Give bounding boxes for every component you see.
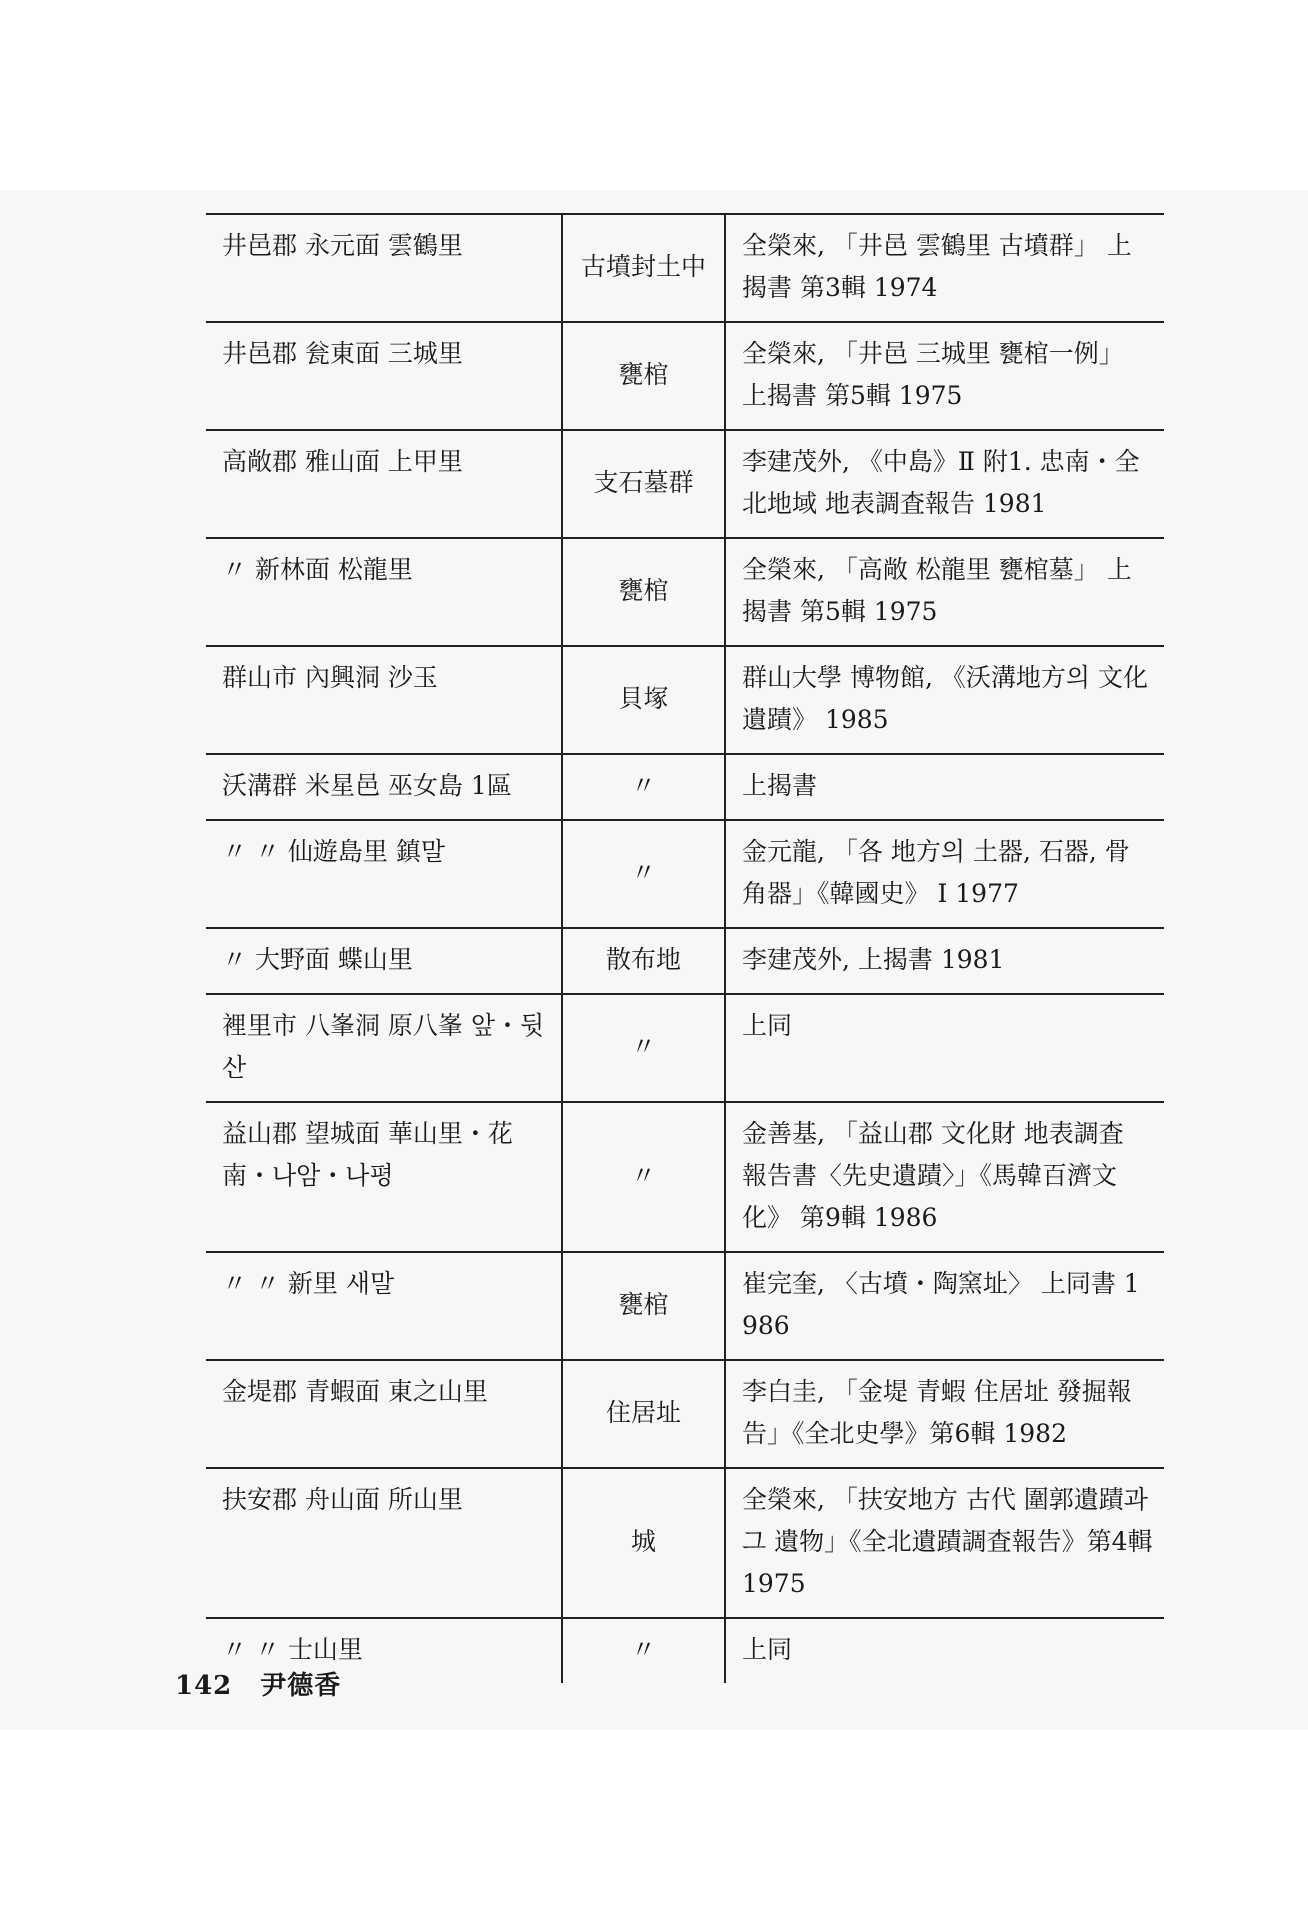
location-cell: 〃 新林面 松龍里 (222, 555, 413, 584)
site-type-cell: 〃 (562, 754, 725, 820)
reference-cell: 上同 (742, 1635, 793, 1664)
site-type-cell: 〃 (562, 1102, 725, 1252)
page-number: 142 (175, 1671, 233, 1701)
site-type-cell: 〃 (562, 994, 725, 1102)
site-type-cell: 支石墓群 (562, 430, 725, 538)
location-cell: 裡里市 八峯洞 原八峯 앞・뒷산 (222, 1011, 545, 1082)
page-footer (175, 1665, 341, 1702)
reference-cell: 全榮來, 「井邑 三城里 甕棺一例」 上揭書 第5輯 1975 (742, 339, 1124, 410)
table-row (206, 1618, 1164, 1683)
location-cell: 金堤郡 青蝦面 東之山里 (222, 1377, 488, 1406)
site-type-cell: 古墳封土中 (562, 215, 725, 322)
location-cell: 沃溝群 米星邑 巫女島 1區 (222, 771, 512, 800)
reference-cell: 李建茂外, 《中島》Ⅱ 附1. 忠南・全北地域 地表調査報告 1981 (742, 447, 1140, 518)
reference-cell: 李建茂外, 上揭書 1981 (742, 945, 1005, 974)
table-row (206, 430, 1164, 538)
table-row (206, 1468, 1164, 1618)
site-type-cell: 貝塚 (562, 646, 725, 754)
location-cell: 扶安郡 舟山面 所山里 (222, 1485, 463, 1514)
table-row (206, 1102, 1164, 1252)
reference-cell: 上揭書 (742, 771, 818, 800)
location-cell: 〃 〃 士山里 (222, 1635, 363, 1664)
location-cell: 井邑郡 瓮東面 三城里 (222, 339, 463, 368)
reference-cell: 崔完奎, 〈古墳・陶窯址〉 上同書 1986 (742, 1269, 1140, 1340)
sites-table-body (206, 215, 1164, 1683)
site-type-cell: 〃 (562, 1618, 725, 1683)
table-row (206, 994, 1164, 1102)
table-row (206, 1252, 1164, 1360)
reference-cell: 全榮來, 「井邑 雲鶴里 古墳群」 上揭書 第3輯 1974 (742, 231, 1132, 302)
reference-cell: 上同 (742, 1011, 793, 1040)
table-row (206, 215, 1164, 322)
table-row (206, 646, 1164, 754)
table-row (206, 538, 1164, 646)
site-type-cell: 甕棺 (562, 322, 725, 430)
site-type-cell: 甕棺 (562, 1252, 725, 1360)
reference-cell: 金善基, 「益山郡 文化財 地表調査 報告書〈先史遺蹟〉」《馬韓百濟文化》 第9輯 1986 (742, 1119, 1124, 1232)
reference-cell: 群山大學 博物館, 《沃溝地方의 文化遺蹟》 1985 (742, 663, 1148, 734)
location-cell: 高敞郡 雅山面 上甲里 (222, 447, 463, 476)
site-type-cell: 甕棺 (562, 538, 725, 646)
location-cell: 〃 〃 新里 새말 (222, 1269, 395, 1298)
table-row (206, 820, 1164, 928)
site-type-cell: 住居址 (562, 1360, 725, 1468)
table-row (206, 754, 1164, 820)
site-type-cell: 散布地 (562, 928, 725, 994)
reference-cell: 全榮來, 「高敞 松龍里 甕棺墓」 上揭書 第5輯 1975 (742, 555, 1132, 626)
author-name: 尹德香 (260, 1671, 342, 1701)
table-row (206, 928, 1164, 994)
location-cell: 〃 〃 仙遊島里 鎮말 (222, 837, 445, 866)
reference-cell: 金元龍, 「各 地方의 土器, 石器, 骨角器」《韓國史》 Ⅰ 1977 (742, 837, 1130, 908)
location-cell: 井邑郡 永元面 雲鶴里 (222, 231, 463, 260)
sites-table (206, 215, 1164, 1683)
location-cell: 益山郡 望城面 華山里・花南・나암・나평 (222, 1119, 513, 1190)
reference-cell: 李白圭, 「金堤 青蝦 住居址 發掘報告」《全北史學》第6輯 1982 (742, 1377, 1132, 1448)
reference-cell: 全榮來, 「扶安地方 古代 圍郭遺蹟과 그 遺物」《全北遺蹟調査報告》第4輯 1975 (742, 1485, 1153, 1598)
table-row (206, 322, 1164, 430)
location-cell: 〃 大野面 蝶山里 (222, 945, 413, 974)
site-type-cell: 城 (562, 1468, 725, 1618)
location-cell: 群山市 內興洞 沙玉 (222, 663, 438, 692)
table-row (206, 1360, 1164, 1468)
site-type-cell: 〃 (562, 820, 725, 928)
